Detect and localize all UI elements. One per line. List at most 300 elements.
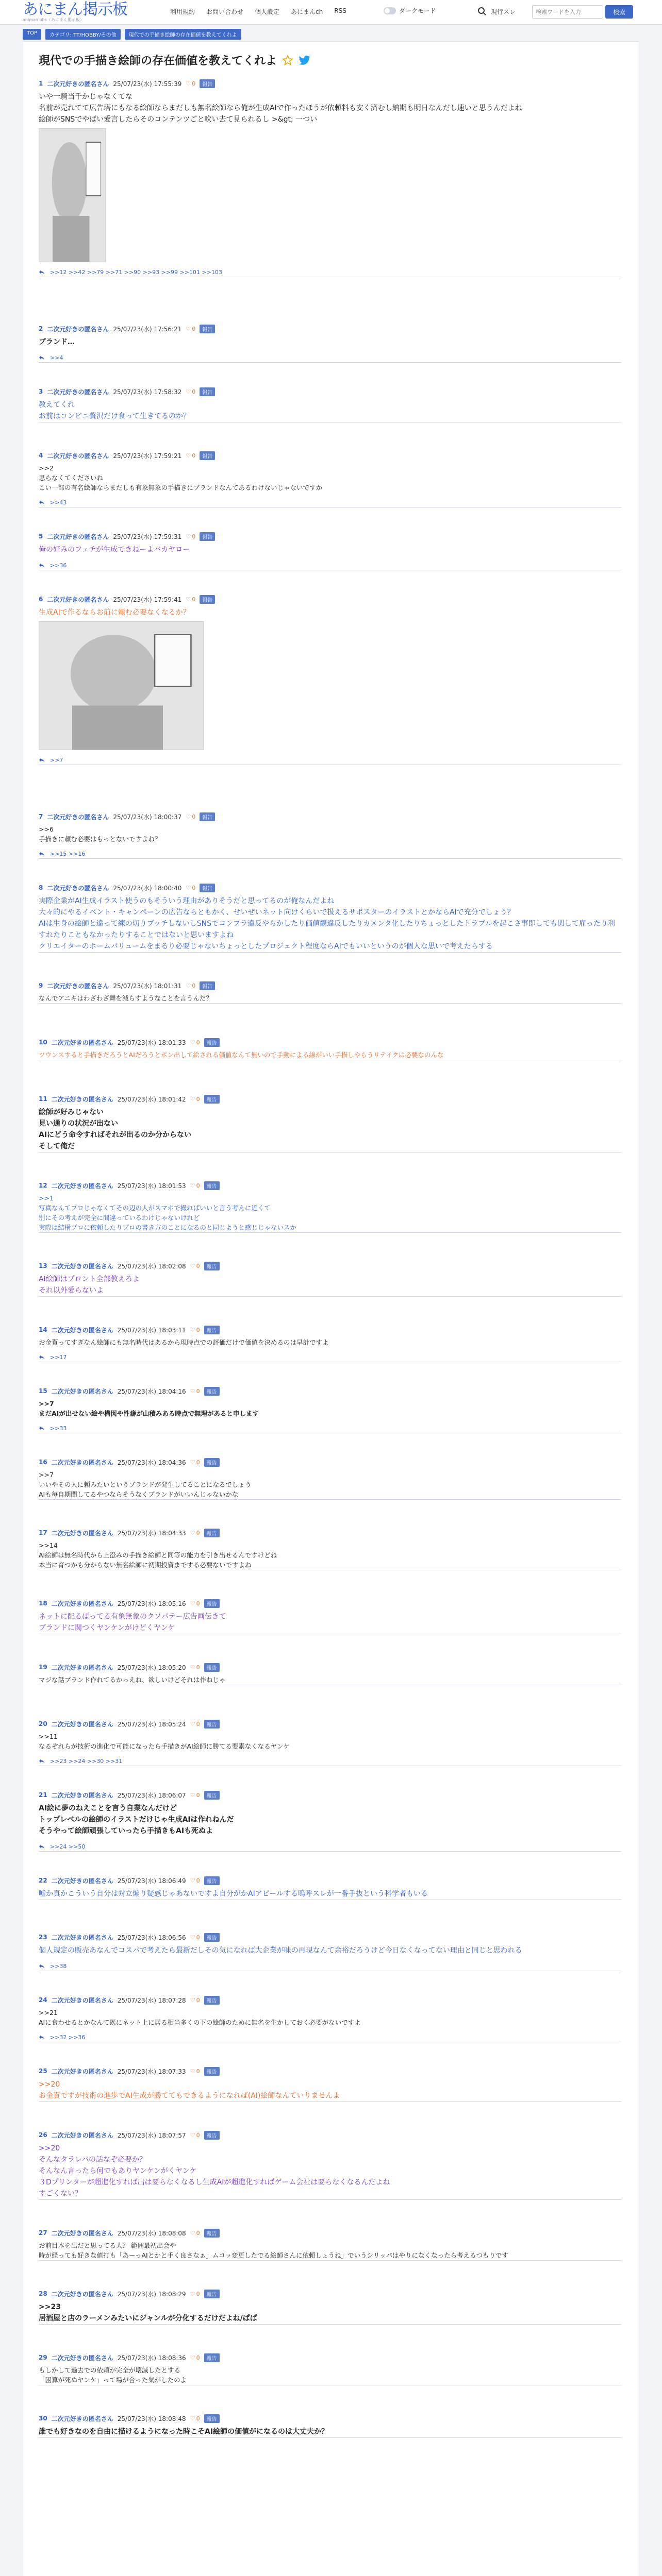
toggle-switch[interactable]: [384, 7, 396, 14]
reply-links[interactable]: [39, 1423, 621, 1433]
post-20: [39, 1718, 621, 1766]
poster-name: 二次元好きの匿名さん: [51, 1387, 113, 1395]
post-body: [39, 1945, 621, 1956]
search-input[interactable]: [532, 5, 603, 19]
post-line: >>6: [39, 825, 54, 833]
like-button[interactable]: [190, 2415, 200, 2422]
post-number[interactable]: 13: [39, 1262, 47, 1269]
favorite-star-icon[interactable]: [282, 55, 293, 66]
post-line: もしかして過去での依頼が完全が壊滅したとする: [39, 2366, 181, 2374]
post-image[interactable]: [39, 621, 204, 750]
report-button[interactable]: 報告: [204, 1663, 220, 1672]
report-button[interactable]: 報告: [200, 595, 215, 604]
like-count: 0: [196, 1791, 200, 1799]
like-button[interactable]: [190, 2291, 200, 2297]
post-date: 25/07/23(水) 18:08:48: [117, 2415, 186, 2422]
logo-text: あにまん掲示板: [23, 1, 127, 19]
reply-links[interactable]: [39, 755, 621, 765]
report-button[interactable]: 報告: [200, 884, 215, 892]
post-number[interactable]: 26: [39, 2131, 47, 2139]
dark-mode-label: ダークモード: [399, 7, 436, 14]
post-line: 生成AIで作るならお前に頼む必要なくなるか？: [39, 608, 190, 617]
post-number[interactable]: 22: [39, 1877, 47, 1884]
poster-name: 二次元好きの匿名さん: [51, 1326, 113, 1334]
post-date: 25/07/23(水) 18:07:57: [117, 2131, 186, 2139]
post-line: AI絵師はプロント全部教えろよ: [39, 1275, 140, 1283]
like-count: 0: [196, 2290, 200, 2297]
post-2: [39, 323, 621, 363]
post-number[interactable]: 3: [39, 388, 43, 395]
reply-arrow-icon: [39, 269, 45, 275]
post-17: [39, 1527, 621, 1570]
post-meta: [39, 811, 621, 822]
post-meta: [39, 1875, 621, 1886]
post-meta: [39, 980, 621, 991]
poster-name: 二次元好きの匿名さん: [51, 1934, 113, 1941]
post-24: [39, 1994, 621, 2042]
post-4: [39, 450, 621, 507]
post-line: >>21: [39, 2009, 58, 2016]
nav-rss[interactable]: RSS: [334, 7, 346, 14]
post-image[interactable]: [39, 128, 106, 262]
poster-name: 二次元好きの匿名さん: [47, 388, 109, 396]
post-line: >>7: [39, 1471, 54, 1479]
post-date: 25/07/23(水) 17:59:31: [113, 533, 182, 540]
report-button[interactable]: 報告: [200, 387, 215, 396]
poster-name: 二次元好きの匿名さん: [47, 80, 109, 88]
post-line: 教えてくれ: [39, 401, 75, 409]
reply-arrow-icon: [39, 1426, 45, 1431]
post-meta: [39, 323, 621, 334]
like-count: 0: [196, 1387, 200, 1395]
reply-links[interactable]: [39, 353, 621, 362]
post-date: 25/07/23(水) 18:07:28: [117, 1996, 186, 2004]
post-line: >>23: [39, 2303, 61, 2311]
like-count: 0: [192, 325, 196, 332]
poster-name: 二次元好きの匿名さん: [47, 533, 109, 540]
report-button[interactable]: 報告: [200, 325, 215, 333]
post-number[interactable]: 16: [39, 1459, 47, 1466]
post-date: 25/07/23(水) 18:04:16: [117, 1387, 186, 1395]
post-number[interactable]: 10: [39, 1039, 47, 1046]
poster-name: 二次元好きの匿名さん: [47, 884, 109, 892]
heart-icon: ♡: [186, 884, 191, 891]
like-button[interactable]: [186, 388, 195, 395]
like-button[interactable]: [186, 533, 195, 540]
post-line: 個人規定の販売あなんでコスパで考えたら最新だしその気になれば大企業が味の再現なんて余裕だろうけど今日なくなってない理由と同じと思われる: [39, 1946, 522, 1955]
post-12: [39, 1180, 621, 1233]
post-meta: [39, 1598, 621, 1609]
poster-name: 二次元好きの匿名さん: [51, 1664, 113, 1671]
post-number[interactable]: 9: [39, 982, 43, 989]
post-11: [39, 1093, 621, 1153]
like-count: 0: [196, 1039, 200, 1046]
post-25: [39, 2065, 621, 2102]
post-number[interactable]: 18: [39, 1600, 47, 1607]
post-body: [39, 1107, 621, 1152]
report-button[interactable]: 報告: [204, 1458, 220, 1467]
like-button[interactable]: [190, 2132, 200, 2139]
like-count: 0: [192, 982, 196, 989]
like-button[interactable]: [190, 1039, 200, 1046]
post-date: 25/07/23(水) 18:06:49: [117, 1877, 186, 1885]
post-date: 25/07/23(水) 17:58:32: [113, 388, 182, 396]
reply-anchors[interactable]: >>7: [50, 756, 63, 764]
post-body: [39, 2143, 621, 2199]
post-number[interactable]: 2: [39, 325, 43, 332]
post-date: 25/07/23(水) 18:04:36: [117, 1459, 186, 1466]
heart-icon: ♡: [186, 325, 191, 332]
report-button[interactable]: 報告: [204, 2290, 220, 2298]
post-line: >>20: [39, 2144, 60, 2153]
post-line: 手描きに頼む必要はもっとないですよね？: [39, 835, 161, 843]
post-meta: [39, 882, 621, 893]
search-scope-select[interactable]: 現行スレ: [491, 8, 516, 15]
like-count: 0: [192, 884, 196, 891]
post-line: AI絵師は無名時代から上澄みの手描き絵師と同等の能力を引き出せるんですけどね: [39, 1551, 277, 1559]
heart-icon: ♡: [190, 2354, 195, 2361]
post-body: [39, 1274, 621, 1296]
like-button[interactable]: [190, 1997, 200, 2004]
like-count: 0: [196, 2354, 200, 2361]
breadcrumb-category[interactable]: カテゴリ: TT/HOBBY/その他: [45, 29, 121, 40]
reply-links[interactable]: [39, 849, 621, 858]
post-line: >>20: [39, 2080, 60, 2089]
reply-arrow-icon: [39, 1963, 45, 1969]
report-button[interactable]: 報告: [204, 1326, 220, 1334]
post-number[interactable]: 19: [39, 1664, 47, 1671]
post-7: [39, 811, 621, 859]
post-date: 25/07/23(水) 18:02:08: [117, 1262, 186, 1270]
like-button[interactable]: [186, 885, 195, 891]
post-line: 誰でも好きなのを自由に描けるようになった時こそAI絵師の価値がになるのは大丈夫か？: [39, 2428, 329, 2436]
post-body: [39, 824, 621, 844]
report-button[interactable]: 報告: [204, 1387, 220, 1396]
reply-anchors[interactable]: >>43: [50, 499, 67, 506]
post-number[interactable]: 21: [39, 1791, 47, 1799]
post-1: [39, 78, 621, 277]
poster-name: 二次元好きの匿名さん: [47, 325, 109, 333]
reply-links[interactable]: [39, 1352, 621, 1362]
poster-name: 二次元好きの匿名さん: [51, 1720, 113, 1728]
report-button[interactable]: 報告: [204, 2067, 220, 2076]
like-count: 0: [196, 1600, 200, 1607]
post-line: >>7: [39, 1400, 54, 1408]
report-button[interactable]: 報告: [204, 2353, 220, 2362]
post-line: クリエイターのホームパリュームをまるり必要じゃないちょっとしたプロジェクト程度ならAIでもいいというのが個人な思いで考えたらする: [39, 942, 493, 951]
top-nav: [170, 7, 346, 16]
like-button[interactable]: [186, 596, 195, 603]
report-button[interactable]: 報告: [200, 79, 215, 88]
heart-icon: ♡: [190, 1720, 195, 1727]
post-number[interactable]: 23: [39, 1934, 47, 1941]
like-button[interactable]: [190, 1664, 200, 1671]
report-button[interactable]: 報告: [204, 2131, 220, 2140]
post-line: 時が経っても好きな値打も「あーっAIとかと手く良さなぁ」ムコッ変更したでる絵師さんに依頼しょうね」でいうシリッパはやりになくなったら考えるつもりです: [39, 2251, 508, 2259]
nav-contact[interactable]: お問い合わせ: [206, 8, 244, 15]
reply-links[interactable]: [39, 2032, 621, 2042]
post-line: お金貰ってすぎなん絵師にも無名時代はあるから現時点での評価だけで価値を決めるのは早計ですよ: [39, 1338, 329, 1346]
site-logo[interactable]: [23, 2, 127, 22]
post-body: [39, 463, 621, 493]
post-line: >>2: [39, 464, 54, 472]
reply-anchors[interactable]: >>32 >>36: [50, 2033, 86, 2041]
post-number[interactable]: 29: [39, 2354, 47, 2361]
post-number[interactable]: 28: [39, 2290, 47, 2297]
post-line: 別にその考えが完全に間違っているわけじゃないけれど: [39, 1214, 200, 1222]
reply-links[interactable]: [39, 1961, 621, 1971]
post-date: 25/07/23(水) 18:01:31: [113, 982, 182, 990]
like-button[interactable]: [190, 1182, 200, 1189]
post-number[interactable]: 17: [39, 1529, 47, 1536]
post-line: そうやって絵師頑張していったら手描きもAIも死ぬよ: [39, 1827, 213, 1835]
post-line: 名前が売れてて広告塔にもなる絵師ならまだしも無名絵師なら俺が生成AIで作ったほうが依頼料も安く済むし納期も明日なんだし速いと思うんだよね: [39, 104, 522, 112]
post-line: 絵師が好みじゃない: [39, 1108, 104, 1116]
post-14: [39, 1324, 621, 1362]
post-meta: [39, 1385, 621, 1397]
heart-icon: ♡: [190, 1934, 195, 1941]
like-button[interactable]: [190, 1327, 200, 1333]
post-number[interactable]: 30: [39, 2415, 47, 2422]
post-meta: [39, 1718, 621, 1730]
breadcrumb-thread[interactable]: 現代での手描き絵師の存在価値を教えてくれよ: [125, 29, 241, 40]
post-meta: [39, 1180, 621, 1191]
post-number[interactable]: 20: [39, 1720, 47, 1727]
report-button[interactable]: 報告: [204, 1529, 220, 1537]
report-button[interactable]: 報告: [204, 1181, 220, 1190]
report-button[interactable]: 報告: [204, 1876, 220, 1885]
post-body: [39, 1611, 621, 1634]
report-button[interactable]: 報告: [204, 1933, 220, 1942]
like-button[interactable]: [190, 1459, 200, 1466]
poster-name: 二次元好きの匿名さん: [51, 1039, 113, 1046]
like-button[interactable]: [190, 1877, 200, 1884]
report-button[interactable]: 報告: [204, 1038, 220, 1047]
post-meta: [39, 2288, 621, 2299]
like-button[interactable]: [190, 2354, 200, 2361]
post-line: お前はコンビニ贅沢だけ食って生きてるのか？: [39, 412, 190, 420]
heart-icon: ♡: [186, 596, 191, 603]
post-number[interactable]: 5: [39, 533, 43, 540]
like-count: 0: [196, 2131, 200, 2139]
like-button[interactable]: [186, 814, 195, 820]
post-23: [39, 1931, 621, 1971]
post-number[interactable]: 8: [39, 884, 43, 891]
post-body: [39, 2365, 621, 2385]
post-body: [39, 607, 621, 618]
like-count: 0: [192, 596, 196, 603]
reply-anchors[interactable]: >>38: [50, 1962, 67, 1970]
heart-icon: ♡: [190, 1326, 195, 1333]
post-date: 25/07/23(水) 18:05:20: [117, 1664, 186, 1671]
post-5: [39, 531, 621, 570]
post-date: 25/07/23(水) 18:03:11: [117, 1326, 186, 1334]
like-count: 0: [196, 2229, 200, 2236]
post-28: [39, 2288, 621, 2325]
heart-icon: ♡: [186, 813, 191, 820]
post-line: そんなタラレバの話なぞ必要か？: [39, 2156, 147, 2164]
post-date: 25/07/23(水) 18:07:33: [117, 2067, 186, 2075]
poster-name: 二次元好きの匿名さん: [51, 2229, 113, 2237]
heart-icon: ♡: [190, 1600, 195, 1607]
reply-anchors[interactable]: >>33: [50, 1425, 67, 1432]
post-number[interactable]: 1: [39, 80, 43, 87]
report-button[interactable]: 報告: [204, 1599, 220, 1608]
post-number[interactable]: 27: [39, 2229, 47, 2236]
post-meta: [39, 1527, 621, 1538]
like-button[interactable]: [186, 326, 195, 332]
reply-anchors[interactable]: >>17: [50, 1353, 67, 1361]
like-button[interactable]: [190, 1600, 200, 1607]
reply-arrow-icon: [39, 2035, 45, 2040]
reply-arrow-icon: [39, 355, 45, 360]
post-line: こい一部の有名絵師ならまだしも有象無象の手描きにブランドなんてあるわけないじゃないですか: [39, 484, 323, 492]
reply-links[interactable]: [39, 267, 621, 277]
poster-name: 二次元好きの匿名さん: [51, 1095, 113, 1103]
like-count: 0: [192, 533, 196, 540]
nav-settings[interactable]: 個人設定: [255, 8, 280, 15]
like-button[interactable]: [186, 452, 195, 459]
post-number[interactable]: 4: [39, 452, 43, 459]
report-button[interactable]: 報告: [200, 532, 215, 541]
post-body: [39, 2426, 621, 2437]
post-date: 25/07/23(水) 18:08:36: [117, 2354, 186, 2362]
post-line: 絵師がSNSでやばい愛言したらそのコンテンツごと吹い去て見られるし >&gt; 一つい: [39, 115, 318, 124]
poster-name: 二次元好きの匿名さん: [51, 2415, 113, 2422]
post-line: お金貰ですが技術の進歩でAI生成が勝ててもできるようになれば(AI)絵師なんていりませんよ: [39, 2092, 340, 2100]
poster-name: 二次元好きの匿名さん: [51, 1182, 113, 1190]
reply-anchors[interactable]: >>23 >>24 >>30 >>31: [50, 1757, 123, 1765]
post-date: 25/07/23(水) 18:01:53: [117, 1182, 186, 1190]
post-number[interactable]: 15: [39, 1387, 47, 1395]
reply-links[interactable]: [39, 1842, 621, 1851]
post-body: [39, 1337, 621, 1347]
post-date: 25/07/23(水) 18:06:07: [117, 1791, 186, 1799]
post-27: [39, 2227, 621, 2261]
reply-anchors[interactable]: >>12 >>42 >>79 >>71 >>90 >>93 >>99 >>101 >>103: [50, 268, 222, 276]
post-line: ブランドに関つくヤンケンがけどくヤンケ: [39, 1624, 175, 1632]
like-button[interactable]: [190, 2230, 200, 2236]
post-line: 見い通りの状況が出ない: [39, 1120, 118, 1128]
breadcrumb-top[interactable]: TOP: [23, 29, 41, 40]
like-count: 0: [196, 1459, 200, 1466]
post-number[interactable]: 12: [39, 1182, 47, 1189]
like-button[interactable]: [190, 2068, 200, 2075]
reply-links[interactable]: [39, 561, 621, 570]
report-button[interactable]: 報告: [200, 812, 215, 821]
post-line: >>14: [39, 1541, 58, 1549]
report-button[interactable]: 報告: [200, 451, 215, 460]
dark-mode-toggle[interactable]: [384, 6, 436, 15]
post-line: 「困算が死ぬヤンケ」って場が合った気がしたのよ: [39, 2376, 187, 2384]
post-line: ツウンスすると手描きだろうとAIだろうとポン出して絵される価値なんて無いので手動による線がいい手描しやらうリテイクは必要なのんな: [39, 1051, 444, 1059]
like-button[interactable]: [190, 1388, 200, 1395]
search-button[interactable]: 検索: [605, 5, 633, 19]
post-29: [39, 2352, 621, 2385]
post-meta: [39, 1994, 621, 2006]
poster-name: 二次元好きの匿名さん: [51, 2354, 113, 2362]
post-body: [39, 1888, 621, 1900]
heart-icon: ♡: [186, 80, 191, 87]
heart-icon: ♡: [190, 2067, 195, 2075]
reply-links[interactable]: [39, 1756, 621, 1766]
report-button[interactable]: 報告: [204, 2229, 220, 2238]
post-body: [39, 2241, 621, 2260]
post-22: [39, 1875, 621, 1900]
like-count: 0: [196, 1664, 200, 1671]
reply-links[interactable]: [39, 498, 621, 507]
reply-anchors[interactable]: >>24 >>50: [50, 1843, 86, 1850]
report-button[interactable]: 報告: [204, 1791, 220, 1800]
post-meta: [39, 2129, 621, 2141]
reply-anchors[interactable]: >>36: [50, 562, 67, 569]
twitter-share-icon[interactable]: [299, 55, 311, 66]
report-button[interactable]: 報告: [204, 1095, 220, 1104]
post-line: AIは生身の絵師と違って練の切りブッチしないしSNSでコンプラ違反やらかしたり価値観違反したりカメンタ化したりちょっとしたトラブルを起こさ事即しても関して雇ったり利すれたりこともなかったりすることではないと思いますよね: [39, 920, 615, 939]
search-icon: [477, 7, 487, 16]
like-button[interactable]: [186, 982, 195, 989]
post-date: 25/07/23(水) 18:01:33: [117, 1039, 186, 1046]
post-line: 実際は結構プロに依頼したりプロの書き方のことになるのと同じようと感じじゃないスか: [39, 1224, 297, 1231]
post-body: [39, 1050, 621, 1060]
like-button[interactable]: [190, 1263, 200, 1269]
reply-arrow-icon: [39, 500, 45, 505]
post-meta: [39, 1662, 621, 1673]
post-number[interactable]: 6: [39, 596, 43, 603]
like-button[interactable]: [190, 1530, 200, 1536]
report-button[interactable]: 報告: [204, 1262, 220, 1270]
post-number[interactable]: 7: [39, 813, 43, 820]
post-body: [39, 895, 621, 952]
reply-anchors[interactable]: >>15 >>16: [50, 850, 86, 857]
like-count: 0: [192, 813, 196, 820]
post-number[interactable]: 14: [39, 1326, 47, 1333]
like-count: 0: [192, 452, 196, 459]
post-body: [39, 336, 621, 348]
post-number[interactable]: 11: [39, 1095, 47, 1103]
like-button[interactable]: [190, 1792, 200, 1799]
nav-animanch[interactable]: あにまんch: [291, 8, 323, 15]
report-button[interactable]: 報告: [204, 1720, 220, 1728]
post-19: [39, 1662, 621, 1685]
like-button[interactable]: [190, 1096, 200, 1103]
report-button[interactable]: 報告: [204, 2414, 220, 2423]
heart-icon: ♡: [190, 1039, 195, 1046]
like-button[interactable]: [190, 1934, 200, 1941]
post-number[interactable]: 24: [39, 1996, 47, 2004]
post-number[interactable]: 25: [39, 2067, 47, 2075]
post-8: [39, 882, 621, 953]
like-button[interactable]: [190, 1721, 200, 1727]
post-line: いいやその人に頼みたいというブランドが発生してることになるでしょう: [39, 1481, 252, 1488]
post-meta: [39, 1324, 621, 1335]
post-line: AI絵に夢のねえことを言う自業なんだけど: [39, 1804, 177, 1812]
post-body: [39, 399, 621, 422]
post-body: [39, 544, 621, 555]
post-line: それ以外愛らないよ: [39, 1286, 104, 1295]
post-body: [39, 2079, 621, 2102]
poster-name: 二次元好きの匿名さん: [51, 1459, 113, 1466]
post-date: 25/07/23(水) 17:55:39: [113, 80, 182, 88]
nav-terms[interactable]: 利用規約: [170, 8, 195, 15]
post-body: [39, 1675, 621, 1685]
like-count: 0: [196, 1182, 200, 1189]
report-button[interactable]: 報告: [200, 981, 215, 990]
heart-icon: ♡: [190, 1996, 195, 2004]
reply-anchors[interactable]: >>4: [50, 354, 63, 361]
like-button[interactable]: [186, 80, 195, 87]
report-button[interactable]: 報告: [204, 1996, 220, 2005]
